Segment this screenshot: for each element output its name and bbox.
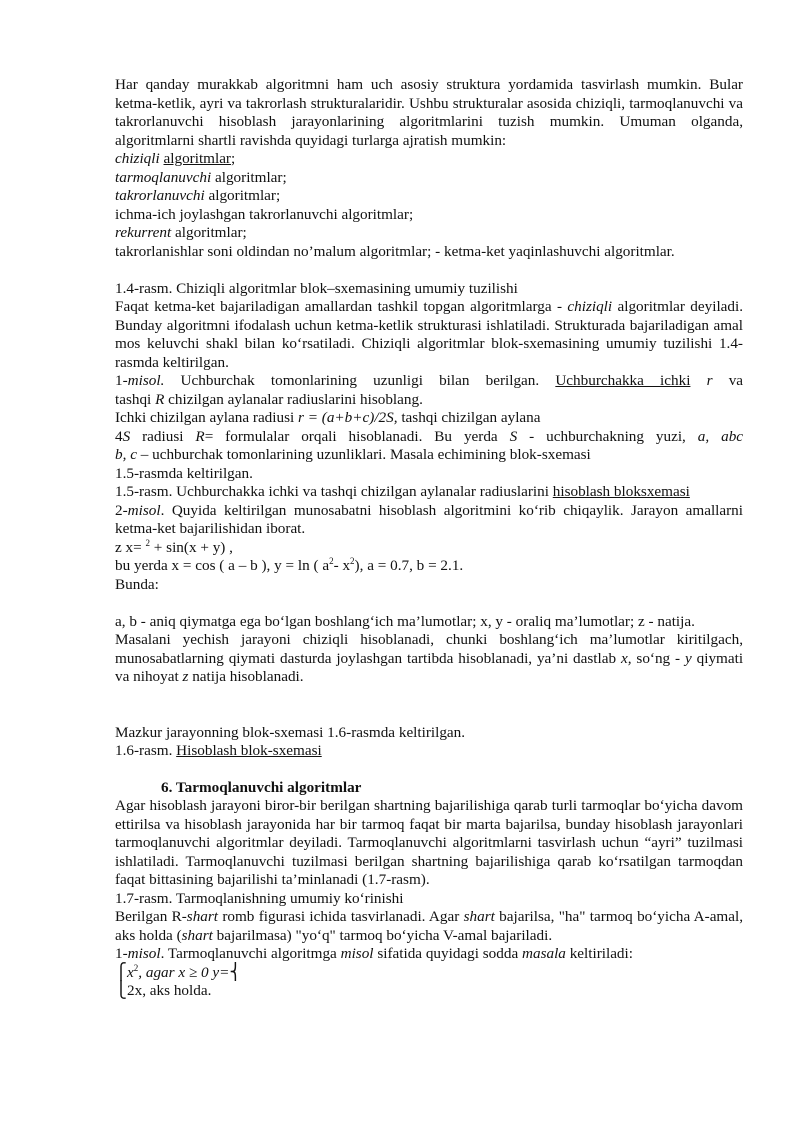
formula-z: z x= $^2$ + sin(x + y) , [115,537,233,556]
type-item-repeating: takrorlanuvchi algoritmlar; [115,187,281,204]
figure-caption-1-6: 1.6-rasm. Hisoblash blok-sxemasi [115,742,322,759]
radius-line: Ichki chizilgan aylana radiusi r = (a+b+c)/2S, tashqi chizilgan aylana [115,409,541,426]
figure-caption-1-7: 1.7-rasm. Tarmoqlanishning umumiy ko‘rinishi [115,889,404,907]
type-item-unknown-count: takrorlanishlar soni oldindan no’malum algoritmlar; - ketma-ket yaqinlashuvchi algoritmlar. [115,242,675,260]
type-item-branching: tarmoqlanuvchi algoritmlar; [115,168,287,186]
type-item-nested: ichma-ich joylashgan takrorlanuvchi algoritmlar; [115,205,414,223]
example-1-line-2: tashqi R chizilgan aylanalar radiuslarini hisoblang. [115,390,423,408]
bunda-label: Bunda: [115,575,159,593]
example-1-link[interactable]: Uchburchakka ichki [555,372,691,389]
figure-1-5-link[interactable]: hisoblash bloksxemasi [552,483,690,500]
condition-paragraph: Berilgan R-shart romb figurasi ichida tasvirlanadi. Agar shart bajarilsa, "ha" tarmoq bo‘yicha A-amal, aks holda (shart bajarilmasa) "yo‘q" tarmoq bo‘yicha V-amal bajariladi. [115,908,744,944]
example-1-line: 1-misol. Uchburchak tomonlarining uzunligi bilan berilgan. Uchburchakka ichki r va [115,372,744,389]
type-item-recurrent: rekurrent algoritmlar; [115,224,247,241]
document-page [115,76,743,1001]
figure-caption-1-5: 1.5-rasm. Uchburchakka ichki va tashqi chizilgan aylanalar radiuslarini hisoblash bloksxemasi [115,483,690,500]
intro-paragraph: Har qanday murakkab algoritmni ham uch asosiy struktura yordamida tasvirlash mumkin. Bular ketma-ketlik, ayri va takrorlash strukturalaridir. Ushbu strukturalar asosida chiziqli, tarmoqlanuvchi va takrorlanuvchi hisoblash jarayonlarining algoritmlarini tuzish mumkin. Umuman olganda, algoritmlarni shartli ravishda quyidagi turlarga ajratish mumkin: [115,76,743,149]
sides-line: b, c – uchburchak tomonlarining uzunliklari. Masala echimining blok-sxemasi [115,446,591,463]
branching-paragraph: Agar hisoblash jarayoni biror-bir berilgan shartning bajarilishiga qarab turli tarmoqlar bo‘yicha davom ettirilsa va hisoblash jarayonida har bir tarmoq faqat bir marta bajarilsa, bunday hisoblash jarayonlari tarmoqlanuvchi algoritmlar deyiladi. Tarmoqlanuvchi algoritmlarni tasvirlash uchun “ayri” tuzilmasi ishlatiladi. Tarmoqlanuvchi tuzilmasi berilgan shartning bajarilishiga qarab ko‘rsatilgan tarmoqdan faqat bittasining bajarilishi ta’minlanadi (1.7-rasm). [115,797,743,888]
type-item-linear: chiziqli algoritmlar; [115,150,236,167]
figure-ref-1-5: 1.5-rasmda keltirilgan. [115,464,253,482]
linear-definition-paragraph: Faqat ketma-ket bajariladigan amallardan tashkil topgan algoritmlarga - chiziqli algoritmlar deyiladi. Bunday algoritmni ifodalash uchun ketma-ketlik strukturasi ishlatiladi. Strukturada bajariladigan amal mos keluvchi shakl bilan ko‘rsatiladi. Chiziqli algoritmlar blok-sxemasining umumiy tuzilishi 1.4-rasmda keltirilgan. [115,298,744,371]
mazkur-line: Mazkur jarayonning blok-sxemasi 1.6-rasmda keltirilgan. [115,723,466,741]
section-heading: 6. Tarmoqlanuvchi algoritmlar [161,778,362,796]
variables-line: a, b - aniq qiymatga ega bo‘lgan boshlang‘ich ma’lumotlar; x, y - oraliq ma’lumotlar; z - natija. [115,612,695,630]
piecewise-case-1: $⎧x^2$, agar x ≥ 0 y=⎨ [115,962,242,981]
formula-where: bu yerda x = cos ( a – b ), y = ln ( $a^2-$ $x^2$), a = 0.7, b = 2.1. [115,556,464,574]
area-line: 4S radiusi R= formulalar orqali hisoblanadi. Bu yerda S - uchburchakning yuzi, a, abc [115,427,744,445]
branching-example-line: 1-misol. Tarmoqlanuvchi algoritmga misol sifatida quyidagi sodda masala keltiriladi: [115,945,633,962]
figure-1-6-link[interactable]: Hisoblash blok-sxemasi [176,742,322,759]
example-2-paragraph: 2-misol. Quyida keltirilgan munosabatni hisoblash algoritmini ko‘rib chiqaylik. Jarayon amallarni ketma-ket bajarilishidan iborat. [115,501,743,537]
figure-caption-1-4: 1.4-rasm. Chiziqli algoritmlar blok–sxemasining umumiy tuzilishi [115,279,518,297]
solution-paragraph: Masalani yechish jarayoni chiziqli hisoblanadi, chunki boshlang‘ich ma’lumotlar kiritilgach, munosabatlarning qiymati dasturda joylashgan tartibda hisoblanadi, ya’ni dastlab x, so‘ng - y qiymati va nihoyat z natija hisoblanadi. [115,631,744,685]
piecewise-case-2: ⎩2x, aks holda. [115,982,212,999]
